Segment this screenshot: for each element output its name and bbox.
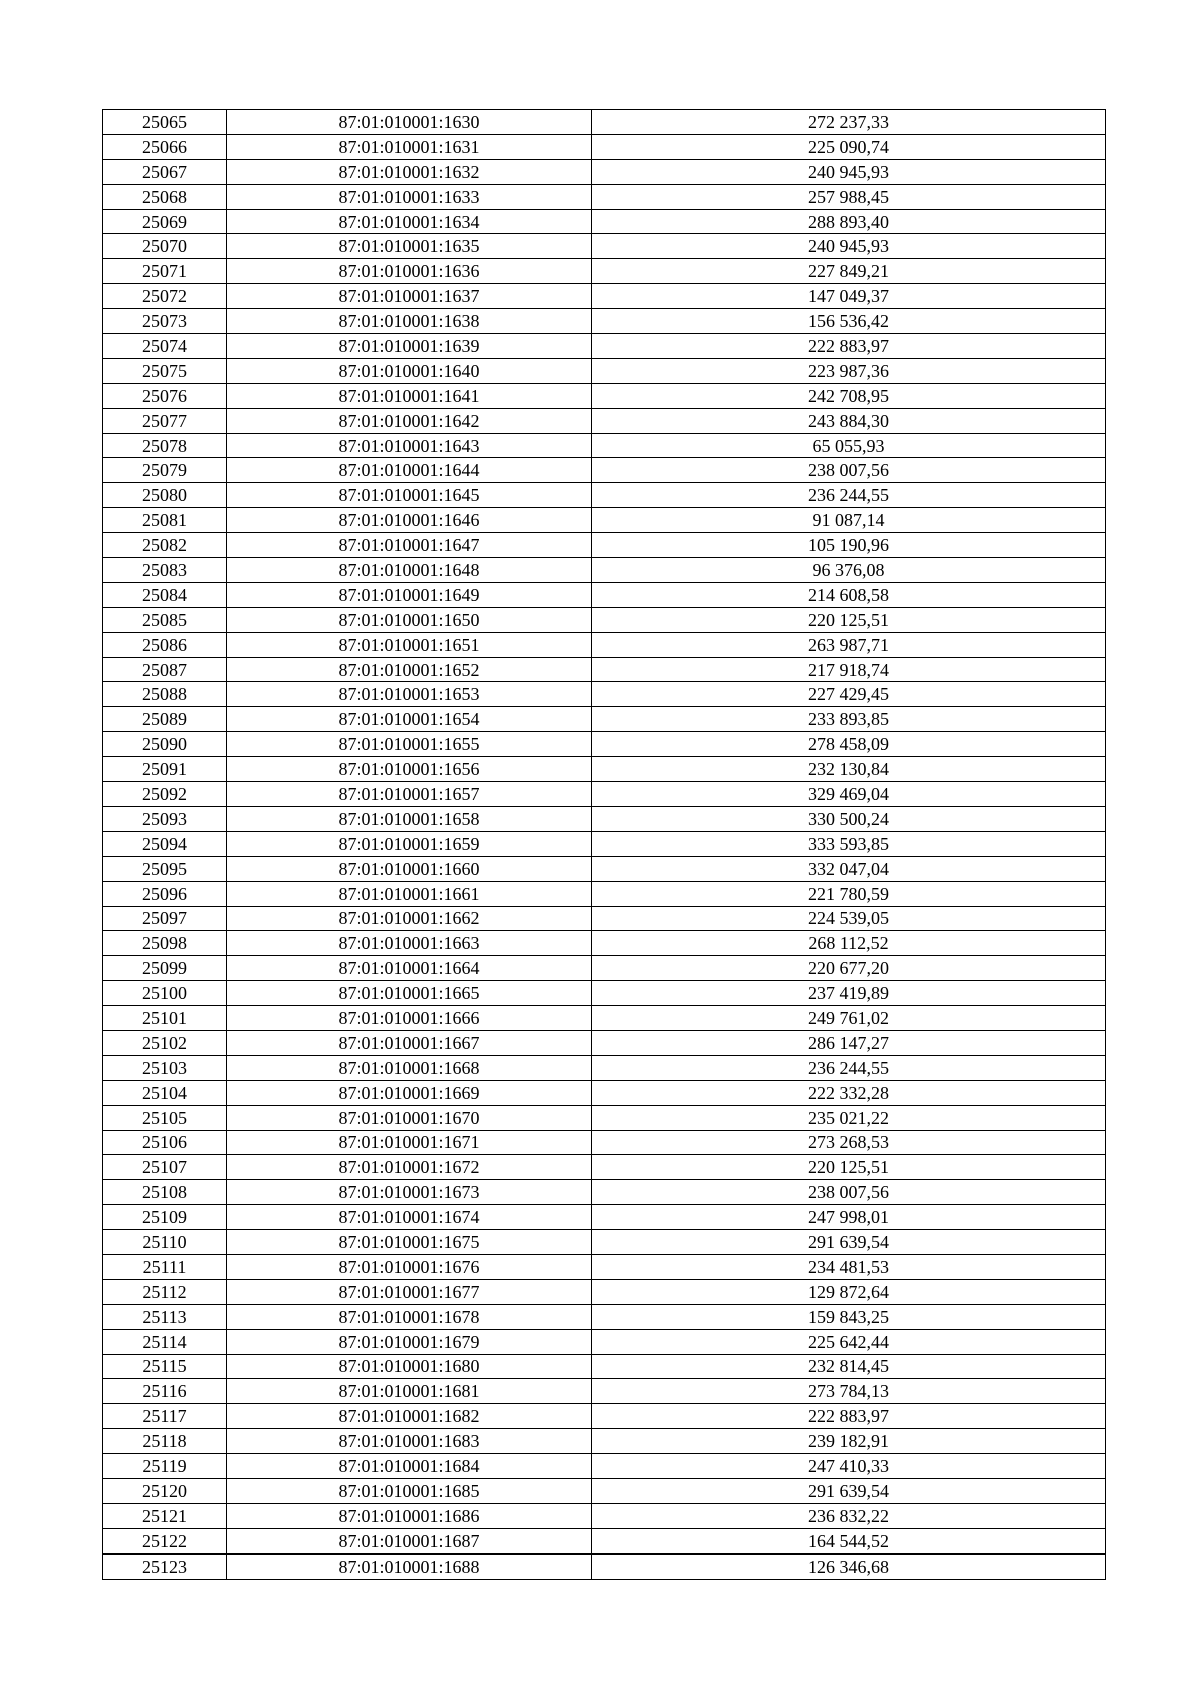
table-row — [103, 184, 1106, 209]
cadastral-value-cell: 242 708,95 — [592, 383, 1106, 408]
row-number-cell: 25066 — [103, 134, 227, 159]
cadastral-number-cell: 87:01:010001:1653 — [227, 682, 592, 707]
table-row — [103, 607, 1106, 632]
row-number-cell: 25090 — [103, 732, 227, 757]
row-number-cell: 25103 — [103, 1055, 227, 1080]
row-number-cell: 25070 — [103, 234, 227, 259]
cadastral-number-cell: 87:01:010001:1648 — [227, 558, 592, 583]
row-number-cell: 25117 — [103, 1404, 227, 1429]
cadastral-value-cell: 234 481,53 — [592, 1254, 1106, 1279]
table-row — [103, 134, 1106, 159]
table-row — [103, 1429, 1106, 1454]
cadastral-value-cell: 240 945,93 — [592, 234, 1106, 259]
row-number-cell: 25113 — [103, 1304, 227, 1329]
cadastral-value-table — [102, 109, 1106, 1580]
cadastral-number-cell: 87:01:010001:1652 — [227, 657, 592, 682]
cadastral-value-cell: 288 893,40 — [592, 209, 1106, 234]
cadastral-value-cell: 91 087,14 — [592, 508, 1106, 533]
row-number-cell: 25069 — [103, 209, 227, 234]
table-row — [103, 1454, 1106, 1479]
cadastral-number-cell: 87:01:010001:1654 — [227, 707, 592, 732]
cadastral-number-cell: 87:01:010001:1659 — [227, 831, 592, 856]
row-number-cell: 25068 — [103, 184, 227, 209]
row-number-cell: 25118 — [103, 1429, 227, 1454]
cadastral-value-cell: 220 125,51 — [592, 607, 1106, 632]
cadastral-value-cell: 105 190,96 — [592, 533, 1106, 558]
cadastral-number-cell: 87:01:010001:1681 — [227, 1379, 592, 1404]
row-number-cell: 25121 — [103, 1503, 227, 1528]
table-row — [103, 334, 1106, 359]
table-row — [103, 856, 1106, 881]
cadastral-number-cell: 87:01:010001:1662 — [227, 906, 592, 931]
cadastral-value-cell: 291 639,54 — [592, 1478, 1106, 1503]
cadastral-number-cell: 87:01:010001:1670 — [227, 1105, 592, 1130]
table-row — [103, 358, 1106, 383]
row-number-cell: 25111 — [103, 1254, 227, 1279]
table-row — [103, 508, 1106, 533]
cadastral-number-cell: 87:01:010001:1638 — [227, 309, 592, 334]
row-number-cell: 25086 — [103, 632, 227, 657]
row-number-cell: 25102 — [103, 1030, 227, 1055]
table-row — [103, 533, 1106, 558]
cadastral-value-cell: 243 884,30 — [592, 408, 1106, 433]
row-number-cell: 25093 — [103, 806, 227, 831]
table-row — [103, 1080, 1106, 1105]
row-number-cell: 25106 — [103, 1130, 227, 1155]
cadastral-value-cell: 225 642,44 — [592, 1329, 1106, 1354]
cadastral-value-cell: 263 987,71 — [592, 632, 1106, 657]
row-number-cell: 25110 — [103, 1230, 227, 1255]
cadastral-number-cell: 87:01:010001:1630 — [227, 110, 592, 135]
cadastral-number-cell: 87:01:010001:1642 — [227, 408, 592, 433]
row-number-cell: 25119 — [103, 1454, 227, 1479]
cadastral-value-cell: 272 237,33 — [592, 110, 1106, 135]
row-number-cell: 25083 — [103, 558, 227, 583]
cadastral-number-cell: 87:01:010001:1664 — [227, 956, 592, 981]
cadastral-number-cell: 87:01:010001:1673 — [227, 1180, 592, 1205]
cadastral-number-cell: 87:01:010001:1655 — [227, 732, 592, 757]
cadastral-number-cell: 87:01:010001:1633 — [227, 184, 592, 209]
row-number-cell: 25072 — [103, 284, 227, 309]
cadastral-number-cell: 87:01:010001:1637 — [227, 284, 592, 309]
table-row — [103, 309, 1106, 334]
cadastral-number-cell: 87:01:010001:1675 — [227, 1230, 592, 1255]
cadastral-value-cell: 235 021,22 — [592, 1105, 1106, 1130]
cadastral-value-cell: 223 987,36 — [592, 358, 1106, 383]
cadastral-number-cell: 87:01:010001:1676 — [227, 1254, 592, 1279]
cadastral-number-cell: 87:01:010001:1677 — [227, 1279, 592, 1304]
cadastral-number-cell: 87:01:010001:1636 — [227, 259, 592, 284]
table-row — [103, 1554, 1106, 1579]
cadastral-value-cell: 217 918,74 — [592, 657, 1106, 682]
cadastral-number-cell: 87:01:010001:1656 — [227, 757, 592, 782]
cadastral-number-cell: 87:01:010001:1688 — [227, 1554, 592, 1579]
row-number-cell: 25097 — [103, 906, 227, 931]
table-row — [103, 1030, 1106, 1055]
cadastral-value-cell: 224 539,05 — [592, 906, 1106, 931]
row-number-cell: 25100 — [103, 981, 227, 1006]
table-row — [103, 906, 1106, 931]
cadastral-value-cell: 238 007,56 — [592, 458, 1106, 483]
cadastral-number-cell: 87:01:010001:1663 — [227, 931, 592, 956]
cadastral-value-cell: 249 761,02 — [592, 1006, 1106, 1031]
cadastral-number-cell: 87:01:010001:1635 — [227, 234, 592, 259]
cadastral-value-cell: 329 469,04 — [592, 782, 1106, 807]
cadastral-value-cell: 96 376,08 — [592, 558, 1106, 583]
row-number-cell: 25073 — [103, 309, 227, 334]
table-row — [103, 632, 1106, 657]
row-number-cell: 25077 — [103, 408, 227, 433]
row-number-cell: 25065 — [103, 110, 227, 135]
cadastral-number-cell: 87:01:010001:1650 — [227, 607, 592, 632]
row-number-cell: 25087 — [103, 657, 227, 682]
table-row — [103, 408, 1106, 433]
table-row — [103, 483, 1106, 508]
cadastral-value-cell: 222 883,97 — [592, 334, 1106, 359]
row-number-cell: 25122 — [103, 1528, 227, 1553]
row-number-cell: 25091 — [103, 757, 227, 782]
cadastral-number-cell: 87:01:010001:1641 — [227, 383, 592, 408]
row-number-cell: 25105 — [103, 1105, 227, 1130]
table-row — [103, 383, 1106, 408]
table-row — [103, 657, 1106, 682]
cadastral-value-cell: 273 784,13 — [592, 1379, 1106, 1404]
cadastral-value-cell: 332 047,04 — [592, 856, 1106, 881]
row-number-cell: 25107 — [103, 1155, 227, 1180]
cadastral-number-cell: 87:01:010001:1679 — [227, 1329, 592, 1354]
cadastral-value-cell: 257 988,45 — [592, 184, 1106, 209]
table-row — [103, 782, 1106, 807]
cadastral-value-cell: 240 945,93 — [592, 159, 1106, 184]
table-row — [103, 1329, 1106, 1354]
cadastral-number-cell: 87:01:010001:1658 — [227, 806, 592, 831]
row-number-cell: 25084 — [103, 582, 227, 607]
cadastral-number-cell: 87:01:010001:1666 — [227, 1006, 592, 1031]
row-number-cell: 25081 — [103, 508, 227, 533]
table-row — [103, 1404, 1106, 1429]
cadastral-value-cell: 236 244,55 — [592, 483, 1106, 508]
table-row — [103, 1055, 1106, 1080]
table-row — [103, 159, 1106, 184]
row-number-cell: 25104 — [103, 1080, 227, 1105]
cadastral-value-cell: 236 832,22 — [592, 1503, 1106, 1528]
cadastral-value-cell: 147 049,37 — [592, 284, 1106, 309]
cadastral-value-cell: 221 780,59 — [592, 881, 1106, 906]
cadastral-number-cell: 87:01:010001:1667 — [227, 1030, 592, 1055]
cadastral-number-cell: 87:01:010001:1644 — [227, 458, 592, 483]
cadastral-value-cell: 232 814,45 — [592, 1354, 1106, 1379]
row-number-cell: 25099 — [103, 956, 227, 981]
cadastral-value-cell: 233 893,85 — [592, 707, 1106, 732]
table-row — [103, 682, 1106, 707]
cadastral-number-cell: 87:01:010001:1687 — [227, 1528, 592, 1553]
cadastral-number-cell: 87:01:010001:1646 — [227, 508, 592, 533]
table-row — [103, 981, 1106, 1006]
cadastral-value-cell: 164 544,52 — [592, 1528, 1106, 1553]
cadastral-number-cell: 87:01:010001:1632 — [227, 159, 592, 184]
cadastral-value-cell: 247 998,01 — [592, 1205, 1106, 1230]
cadastral-value-cell: 247 410,33 — [592, 1454, 1106, 1479]
cadastral-value-cell: 65 055,93 — [592, 433, 1106, 458]
cadastral-value-cell: 156 536,42 — [592, 309, 1106, 334]
cadastral-value-cell: 225 090,74 — [592, 134, 1106, 159]
cadastral-value-cell: 159 843,25 — [592, 1304, 1106, 1329]
table-row — [103, 707, 1106, 732]
row-number-cell: 25089 — [103, 707, 227, 732]
cadastral-value-cell: 222 883,97 — [592, 1404, 1106, 1429]
cadastral-number-cell: 87:01:010001:1669 — [227, 1080, 592, 1105]
table-row — [103, 1006, 1106, 1031]
row-number-cell: 25098 — [103, 931, 227, 956]
cadastral-number-cell: 87:01:010001:1640 — [227, 358, 592, 383]
row-number-cell: 25116 — [103, 1379, 227, 1404]
cadastral-number-cell: 87:01:010001:1672 — [227, 1155, 592, 1180]
table-row — [103, 558, 1106, 583]
cadastral-number-cell: 87:01:010001:1657 — [227, 782, 592, 807]
cadastral-value-cell: 286 147,27 — [592, 1030, 1106, 1055]
row-number-cell: 25085 — [103, 607, 227, 632]
cadastral-number-cell: 87:01:010001:1639 — [227, 334, 592, 359]
table-row — [103, 1205, 1106, 1230]
cadastral-value-cell: 220 677,20 — [592, 956, 1106, 981]
table-row — [103, 931, 1106, 956]
table-body — [103, 110, 1106, 1580]
table-row — [103, 1180, 1106, 1205]
table-row — [103, 757, 1106, 782]
cadastral-number-cell: 87:01:010001:1631 — [227, 134, 592, 159]
cadastral-number-cell: 87:01:010001:1674 — [227, 1205, 592, 1230]
table-row — [103, 209, 1106, 234]
table-row — [103, 1279, 1106, 1304]
row-number-cell: 25112 — [103, 1279, 227, 1304]
table-row — [103, 1528, 1106, 1553]
table-row — [103, 458, 1106, 483]
cadastral-value-cell: 222 332,28 — [592, 1080, 1106, 1105]
row-number-cell: 25071 — [103, 259, 227, 284]
table-row — [103, 881, 1106, 906]
cadastral-number-cell: 87:01:010001:1645 — [227, 483, 592, 508]
table-row — [103, 831, 1106, 856]
row-number-cell: 25078 — [103, 433, 227, 458]
cadastral-number-cell: 87:01:010001:1649 — [227, 582, 592, 607]
row-number-cell: 25092 — [103, 782, 227, 807]
row-number-cell: 25080 — [103, 483, 227, 508]
row-number-cell: 25123 — [103, 1554, 227, 1579]
cadastral-number-cell: 87:01:010001:1684 — [227, 1454, 592, 1479]
cadastral-value-cell: 239 182,91 — [592, 1429, 1106, 1454]
cadastral-value-cell: 232 130,84 — [592, 757, 1106, 782]
cadastral-value-cell: 278 458,09 — [592, 732, 1106, 757]
cadastral-value-cell: 268 112,52 — [592, 931, 1106, 956]
cadastral-value-cell: 333 593,85 — [592, 831, 1106, 856]
cadastral-number-cell: 87:01:010001:1634 — [227, 209, 592, 234]
cadastral-value-cell: 273 268,53 — [592, 1130, 1106, 1155]
cadastral-number-cell: 87:01:010001:1668 — [227, 1055, 592, 1080]
cadastral-value-cell: 126 346,68 — [592, 1554, 1106, 1579]
row-number-cell: 25082 — [103, 533, 227, 558]
table-row — [103, 284, 1106, 309]
table-row — [103, 1254, 1106, 1279]
row-number-cell: 25074 — [103, 334, 227, 359]
cadastral-number-cell: 87:01:010001:1685 — [227, 1478, 592, 1503]
table-row — [103, 259, 1106, 284]
cadastral-number-cell: 87:01:010001:1678 — [227, 1304, 592, 1329]
cadastral-number-cell: 87:01:010001:1683 — [227, 1429, 592, 1454]
cadastral-value-cell: 291 639,54 — [592, 1230, 1106, 1255]
table-row — [103, 1478, 1106, 1503]
row-number-cell: 25079 — [103, 458, 227, 483]
cadastral-value-cell: 227 429,45 — [592, 682, 1106, 707]
cadastral-value-cell: 227 849,21 — [592, 259, 1106, 284]
table-row — [103, 732, 1106, 757]
row-number-cell: 25067 — [103, 159, 227, 184]
cadastral-number-cell: 87:01:010001:1671 — [227, 1130, 592, 1155]
table-row — [103, 110, 1106, 135]
table-row — [103, 1379, 1106, 1404]
cadastral-number-cell: 87:01:010001:1680 — [227, 1354, 592, 1379]
row-number-cell: 25114 — [103, 1329, 227, 1354]
row-number-cell: 25088 — [103, 682, 227, 707]
cadastral-value-cell: 238 007,56 — [592, 1180, 1106, 1205]
cadastral-number-cell: 87:01:010001:1661 — [227, 881, 592, 906]
table-row — [103, 1155, 1106, 1180]
table-row — [103, 1230, 1106, 1255]
cadastral-value-cell: 330 500,24 — [592, 806, 1106, 831]
table-row — [103, 1304, 1106, 1329]
table-row — [103, 1503, 1106, 1528]
row-number-cell: 25096 — [103, 881, 227, 906]
cadastral-number-cell: 87:01:010001:1651 — [227, 632, 592, 657]
cadastral-value-cell: 236 244,55 — [592, 1055, 1106, 1080]
row-number-cell: 25120 — [103, 1478, 227, 1503]
row-number-cell: 25075 — [103, 358, 227, 383]
row-number-cell: 25108 — [103, 1180, 227, 1205]
row-number-cell: 25115 — [103, 1354, 227, 1379]
cadastral-number-cell: 87:01:010001:1660 — [227, 856, 592, 881]
cadastral-number-cell: 87:01:010001:1665 — [227, 981, 592, 1006]
table-row — [103, 806, 1106, 831]
table-row — [103, 956, 1106, 981]
row-number-cell: 25101 — [103, 1006, 227, 1031]
table-row — [103, 433, 1106, 458]
table-row — [103, 582, 1106, 607]
row-number-cell: 25095 — [103, 856, 227, 881]
cadastral-number-cell: 87:01:010001:1647 — [227, 533, 592, 558]
row-number-cell: 25076 — [103, 383, 227, 408]
table-row — [103, 1130, 1106, 1155]
cadastral-value-cell: 214 608,58 — [592, 582, 1106, 607]
cadastral-value-cell: 220 125,51 — [592, 1155, 1106, 1180]
cadastral-number-cell: 87:01:010001:1686 — [227, 1503, 592, 1528]
row-number-cell: 25094 — [103, 831, 227, 856]
cadastral-value-cell: 237 419,89 — [592, 981, 1106, 1006]
cadastral-number-cell: 87:01:010001:1643 — [227, 433, 592, 458]
row-number-cell: 25109 — [103, 1205, 227, 1230]
table-row — [103, 234, 1106, 259]
table-row — [103, 1354, 1106, 1379]
cadastral-value-cell: 129 872,64 — [592, 1279, 1106, 1304]
cadastral-number-cell: 87:01:010001:1682 — [227, 1404, 592, 1429]
table-row — [103, 1105, 1106, 1130]
